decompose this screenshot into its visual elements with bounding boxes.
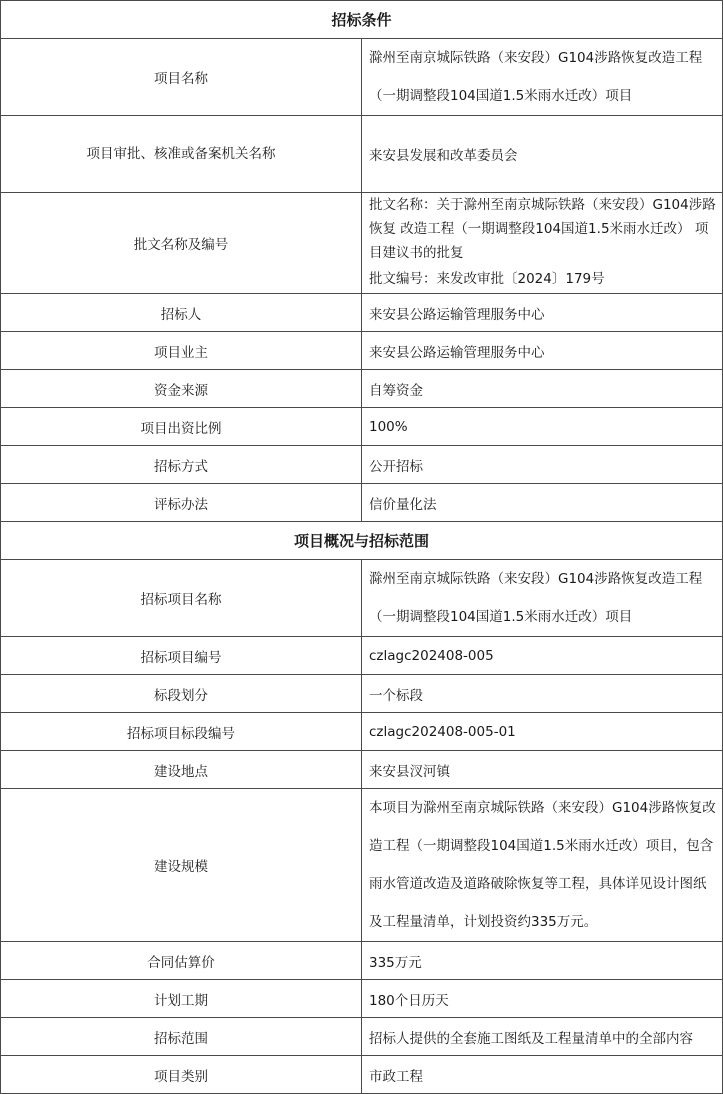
table-row (1, 942, 723, 980)
row-value: 335万元 (362, 942, 723, 980)
row-value: 来安县汊河镇 (362, 751, 723, 789)
row-value: 来安县发展和改革委员会 (362, 116, 723, 193)
table-row (1, 370, 723, 408)
table-row (1, 789, 723, 942)
row-value: 100% (362, 408, 723, 446)
row-label: 招标范围 (1, 1018, 362, 1056)
row-value: 公开招标 (362, 446, 723, 484)
row-label: 招标项目编号 (1, 637, 362, 675)
row-value: 滁州至南京城际铁路（来安段）G104涉路恢复改造工程（一期调整段104国道1.5米雨水迁改）项目 (362, 560, 723, 637)
table-row (1, 1018, 723, 1056)
row-label: 合同估算价 (1, 942, 362, 980)
table-row (1, 193, 723, 294)
table-row (1, 980, 723, 1018)
row-label: 项目出资比例 (1, 408, 362, 446)
row-label: 建设地点 (1, 751, 362, 789)
row-label: 资金来源 (1, 370, 362, 408)
row-value: 本项目为滁州至南京城际铁路（来安段）G104涉路恢复改造工程（一期调整段104国道1.5米雨水迁改）项目，包含雨水管道改造及道路破除恢复等工程，具体详见设计图纸及工程量清单，计划投资约335万元。 (362, 789, 723, 942)
row-value: 市政工程 (362, 1056, 723, 1094)
row-label: 招标人 (1, 294, 362, 332)
row-label: 标段划分 (1, 675, 362, 713)
row-label: 项目类别 (1, 1056, 362, 1094)
row-value: czlagc202408-005-01 (362, 713, 723, 751)
table-row (1, 484, 723, 522)
row-value: 招标人提供的全套施工图纸及工程量清单中的全部内容 (362, 1018, 723, 1056)
row-value: 一个标段 (362, 675, 723, 713)
table-row (1, 560, 723, 637)
section-title-project-overview: 项目概况与招标范围 (1, 522, 723, 560)
table-row (1, 332, 723, 370)
approval-number: 批文编号：来发改审批〔2024〕179号 (369, 271, 605, 287)
approval-name: 批文名称：关于滁州至南京城际铁路（来安段）G104涉路恢复 改造工程（一期调整段104国道1.5米雨水迁改） 项目建议书的批复 (369, 197, 716, 261)
row-value: 180个日历天 (362, 980, 723, 1018)
section-title-tender-conditions: 招标条件 (1, 1, 723, 39)
section-header-row (1, 522, 723, 560)
row-label: 项目业主 (1, 332, 362, 370)
table-row (1, 294, 723, 332)
row-value: 信价量化法 (362, 484, 723, 522)
row-label: 招标项目名称 (1, 560, 362, 637)
row-label: 招标项目标段编号 (1, 713, 362, 751)
table-row (1, 675, 723, 713)
row-label: 批文名称及编号 (1, 193, 362, 294)
table-row (1, 1056, 723, 1094)
row-label: 评标办法 (1, 484, 362, 522)
row-label: 项目审批、核准或备案机关名称 (1, 116, 362, 193)
row-label: 建设规模 (1, 789, 362, 942)
section-header-row (1, 1, 723, 39)
table-row (1, 751, 723, 789)
row-value: 来安县公路运输管理服务中心 (362, 332, 723, 370)
row-value: 自筹资金 (362, 370, 723, 408)
row-value: 滁州至南京城际铁路（来安段）G104涉路恢复改造工程（一期调整段104国道1.5米雨水迁改）项目 (362, 39, 723, 116)
row-value: czlagc202408-005 (362, 637, 723, 675)
table-row (1, 408, 723, 446)
table-row (1, 446, 723, 484)
table-row (1, 116, 723, 193)
table-row (1, 39, 723, 116)
table-row (1, 713, 723, 751)
row-value (362, 193, 723, 294)
row-label: 项目名称 (1, 39, 362, 116)
table-row (1, 637, 723, 675)
row-label: 计划工期 (1, 980, 362, 1018)
row-label: 招标方式 (1, 446, 362, 484)
row-value: 来安县公路运输管理服务中心 (362, 294, 723, 332)
